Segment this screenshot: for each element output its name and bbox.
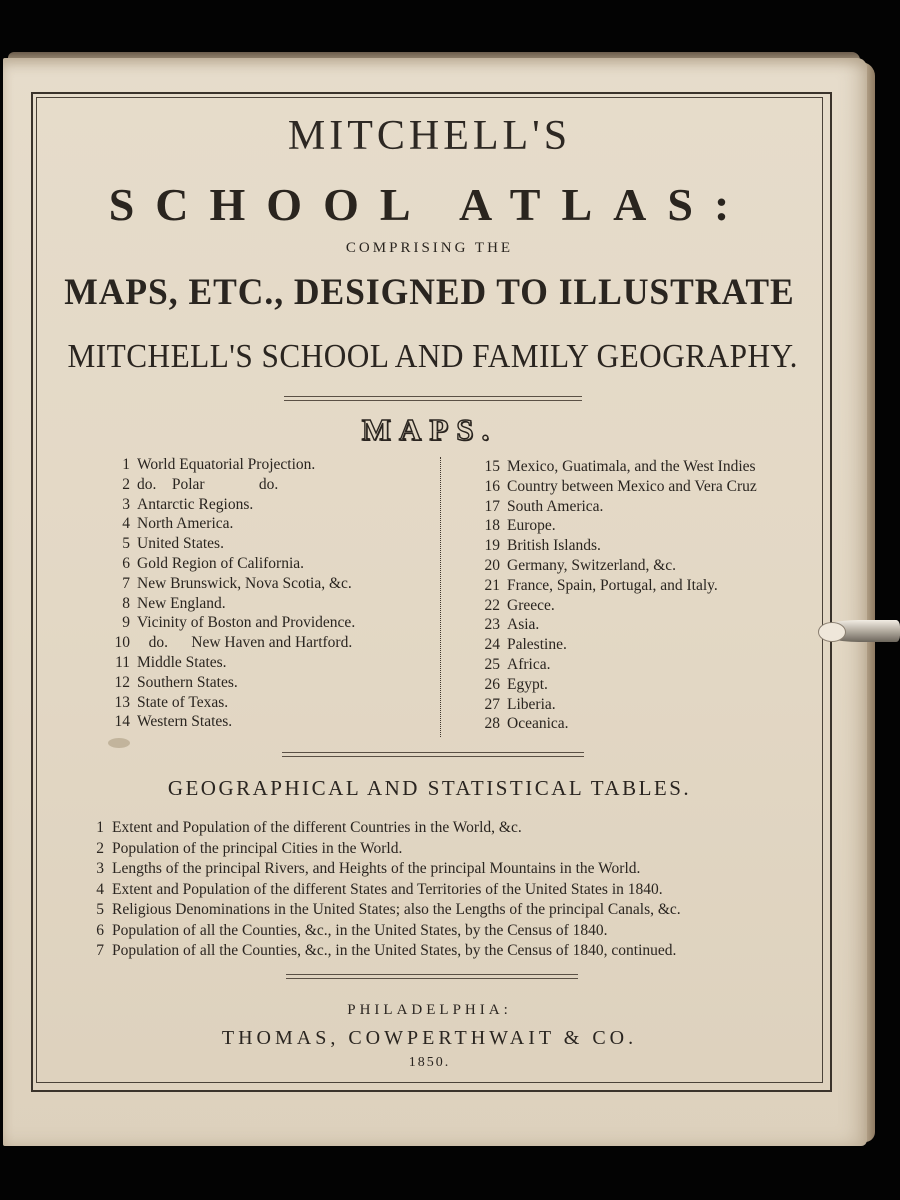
item-label: Mexico, Guatimala, and the West Indies xyxy=(507,458,756,475)
item-number: 5 xyxy=(96,901,104,918)
item-number: 14 xyxy=(114,713,130,731)
item-number: 10 xyxy=(114,634,130,652)
map-list-item xyxy=(478,477,757,497)
map-list-item xyxy=(108,653,355,673)
divider-rule-3 xyxy=(286,974,578,979)
item-number: 22 xyxy=(484,596,500,614)
item-label: North America. xyxy=(137,515,234,533)
table-list-item xyxy=(90,880,681,901)
title-line-5: MITCHELL'S SCHOOL AND FAMILY GEOGRAPHY. xyxy=(67,338,798,375)
table-list-item xyxy=(90,839,681,860)
item-label: do. Polar do. xyxy=(137,475,279,493)
item-label: Germany, Switzerland, &c. xyxy=(507,556,677,574)
item-number: 2 xyxy=(122,475,130,493)
item-number: 6 xyxy=(122,554,130,572)
item-label: Liberia. xyxy=(507,695,556,713)
publication-year: 1850. xyxy=(408,1055,451,1070)
column-divider xyxy=(440,457,441,737)
map-list-item xyxy=(108,495,355,515)
map-list-item xyxy=(108,455,355,475)
map-list-item xyxy=(108,712,355,732)
divider-rule-1 xyxy=(284,396,582,401)
map-list-item xyxy=(108,693,355,713)
item-number: 7 xyxy=(122,574,130,592)
item-number: 8 xyxy=(122,594,130,612)
item-label: New England. xyxy=(137,594,226,612)
divider-rule-2 xyxy=(282,752,584,757)
item-label: Asia. xyxy=(507,616,540,634)
item-number: 27 xyxy=(484,695,500,713)
item-number: 7 xyxy=(96,942,104,959)
map-list-item xyxy=(478,695,757,715)
item-number: 4 xyxy=(96,880,104,898)
item-number: 3 xyxy=(96,860,104,877)
map-list-item xyxy=(108,475,355,495)
item-number: 5 xyxy=(122,535,130,553)
map-list-item xyxy=(478,655,757,675)
map-list-item xyxy=(108,574,355,594)
maps-list-left xyxy=(108,455,355,732)
map-list-item xyxy=(478,536,757,556)
publisher-name: THOMAS, COWPERTHWAIT & CO. xyxy=(221,1027,638,1049)
page-clip-tip-icon xyxy=(818,622,846,642)
item-number: 21 xyxy=(484,576,500,594)
item-label: Country between Mexico and Vera Cruz xyxy=(507,477,757,495)
map-list-item xyxy=(478,635,757,655)
map-list-item xyxy=(478,615,757,635)
title-line-2: SCHOOL ATLAS: xyxy=(108,179,751,230)
page-stain xyxy=(108,738,130,748)
item-label: New Brunswick, Nova Scotia, &c. xyxy=(137,574,352,592)
map-list-item xyxy=(478,576,757,596)
item-label: Lengths of the principal Rivers, and Heights of the principal Mountains in the World. xyxy=(112,860,641,877)
map-list-item xyxy=(478,675,757,695)
item-number: 4 xyxy=(122,515,130,533)
item-number: 15 xyxy=(484,458,500,475)
map-list-item xyxy=(478,714,757,734)
item-label: Egypt. xyxy=(507,675,548,693)
item-label: State of Texas. xyxy=(137,693,229,711)
item-number: 9 xyxy=(122,614,130,632)
item-label: Southern States. xyxy=(137,673,238,691)
item-number: 16 xyxy=(484,477,500,495)
table-list-item xyxy=(90,900,681,921)
item-label: Population of all the Counties, &c., in the United States, by the Census of 1840. xyxy=(112,921,608,939)
item-number: 28 xyxy=(484,715,500,733)
item-label: Greece. xyxy=(507,596,555,614)
map-list-item xyxy=(108,534,355,554)
map-list-item xyxy=(478,497,757,517)
item-number: 2 xyxy=(96,839,104,857)
item-label: South America. xyxy=(507,497,604,515)
item-number: 12 xyxy=(114,673,130,691)
item-label: Europe. xyxy=(507,517,556,535)
title-line-4: MAPS, ETC., DESIGNED TO ILLUSTRATE xyxy=(64,272,795,313)
item-number: 6 xyxy=(96,921,104,939)
map-list-item xyxy=(478,556,757,576)
maps-heading: MAPS. xyxy=(361,412,498,447)
map-list-item xyxy=(108,514,355,534)
item-number: 1 xyxy=(96,819,104,836)
item-number: 3 xyxy=(122,495,130,513)
item-label: United States. xyxy=(137,535,224,553)
item-label: Extent and Population of the different States and Territories of the United States in 1840. xyxy=(112,880,663,898)
table-list-item xyxy=(90,921,681,942)
item-number: 18 xyxy=(484,517,500,535)
item-number: 24 xyxy=(484,636,500,654)
item-label: Extent and Population of the different Countries in the World, &c. xyxy=(112,819,522,836)
item-number: 1 xyxy=(122,456,130,473)
item-number: 26 xyxy=(484,675,500,693)
item-label: Palestine. xyxy=(507,636,567,654)
title-line-3: COMPRISING THE xyxy=(345,240,514,256)
item-number: 25 xyxy=(484,655,500,673)
item-label: British Islands. xyxy=(507,537,601,555)
item-label: Africa. xyxy=(507,655,551,673)
item-label: do. New Haven and Hartford. xyxy=(137,634,353,652)
item-label: Western States. xyxy=(137,713,233,731)
table-list-item xyxy=(90,818,681,839)
map-list-item xyxy=(478,596,757,616)
map-list-item xyxy=(108,594,355,614)
item-label: Vicinity of Boston and Providence. xyxy=(137,614,356,632)
item-number: 19 xyxy=(484,537,500,555)
item-label: France, Spain, Portugal, and Italy. xyxy=(507,576,718,594)
item-label: Middle States. xyxy=(137,653,227,671)
item-number: 17 xyxy=(484,497,500,515)
map-list-item xyxy=(108,633,355,653)
publisher-city: PHILADELPHIA: xyxy=(347,1002,512,1018)
item-number: 20 xyxy=(484,556,500,574)
item-label: Oceanica. xyxy=(507,715,569,733)
title-line-1: MITCHELL'S xyxy=(287,113,572,159)
map-list-item xyxy=(108,673,355,693)
item-label: Gold Region of California. xyxy=(137,554,305,572)
maps-list-right xyxy=(478,457,757,734)
tables-list xyxy=(90,818,681,962)
item-label: Religious Denominations in the United States; also the Lengths of the principal Canals, &c. xyxy=(112,901,681,918)
item-label: Population of all the Counties, &c., in the United States, by the Census of 1840, continued. xyxy=(112,942,677,959)
map-list-item xyxy=(478,516,757,536)
item-number: 11 xyxy=(115,653,130,671)
item-number: 23 xyxy=(484,616,500,634)
item-label: Population of the principal Cities in the World. xyxy=(112,839,403,857)
tables-heading: GEOGRAPHICAL AND STATISTICAL TABLES. xyxy=(167,776,692,800)
item-label: Antarctic Regions. xyxy=(137,495,254,513)
map-list-item xyxy=(108,554,355,574)
item-label: World Equatorial Projection. xyxy=(137,456,316,473)
item-number: 13 xyxy=(114,693,130,711)
table-list-item xyxy=(90,859,681,880)
table-list-item xyxy=(90,941,681,962)
map-list-item xyxy=(478,457,757,477)
map-list-item xyxy=(108,613,355,633)
